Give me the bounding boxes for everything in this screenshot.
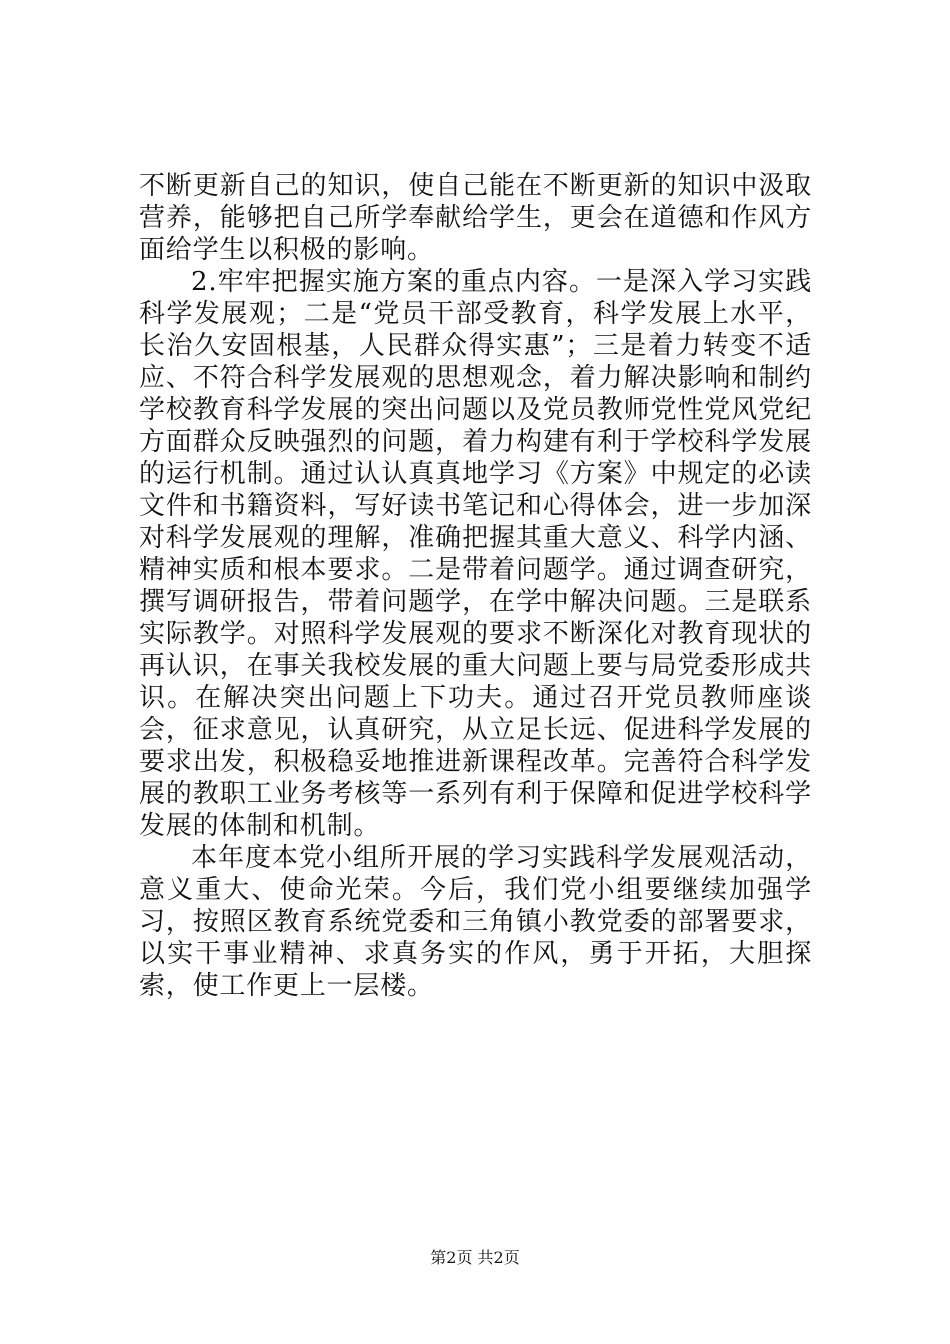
page-footer: 第2页 共2页 <box>430 1248 520 1267</box>
paragraph-3: 本年度本党小组所开展的学习实践科学发展观活动，意义重大、使命光荣。今后，我们党小组要继续加强学习，按照区教育系统党委和三角镇小教党委的部署要求，以实干事业精神、求真务实的作风，勇于开拓，大胆探索，使工作更上一层楼。 <box>139 843 812 1001</box>
document-body <box>139 170 812 1002</box>
paragraph-1: 不断更新自己的知识，使自己能在不断更新的知识中汲取营养，能够把自己所学奉献给学生，更会在道德和作风方面给学生以积极的影响。 <box>139 171 812 265</box>
paragraph-2: 2.牢牢把握实施方案的重点内容。一是深入学习实践科学发展观；二是“党员干部受教育，科学发展上水平，长治久安固根基，人民群众得实惠”；三是着力转变不适应、不符合科学发展观的思想观念，着力解决影响和制约学校教育科学发展的突出问题以及党员教师党性党风党纪方面群众反映强烈的问题，着力构建有利于学校科学发展的运行机制。通过认认真真地学习《方案》中规定的必读文件和书籍资料，写好读书笔记和心得体会，进一步加深对科学发展观的理解，准确把握其重大意义、科学内涵、精神实质和根本要求。二是带着问题学。通过调查研究，撰写调研报告，带着问题学，在学中解决问题。三是联系实际教学。对照科学发展观的要求不断深化对教育现状的再认识，在事关我校发展的重大问题上要与局党委形成共识。在解决突出问题上下功夫。通过召开党员教师座谈会，征求意见，认真研究，从立足长远、促进科学发展的要求出发，积极稳妥地推进新课程改革。完善符合科学发展的教职工业务考核等一系列有利于保障和促进学校科学发展的体制和机制。 <box>139 267 812 841</box>
